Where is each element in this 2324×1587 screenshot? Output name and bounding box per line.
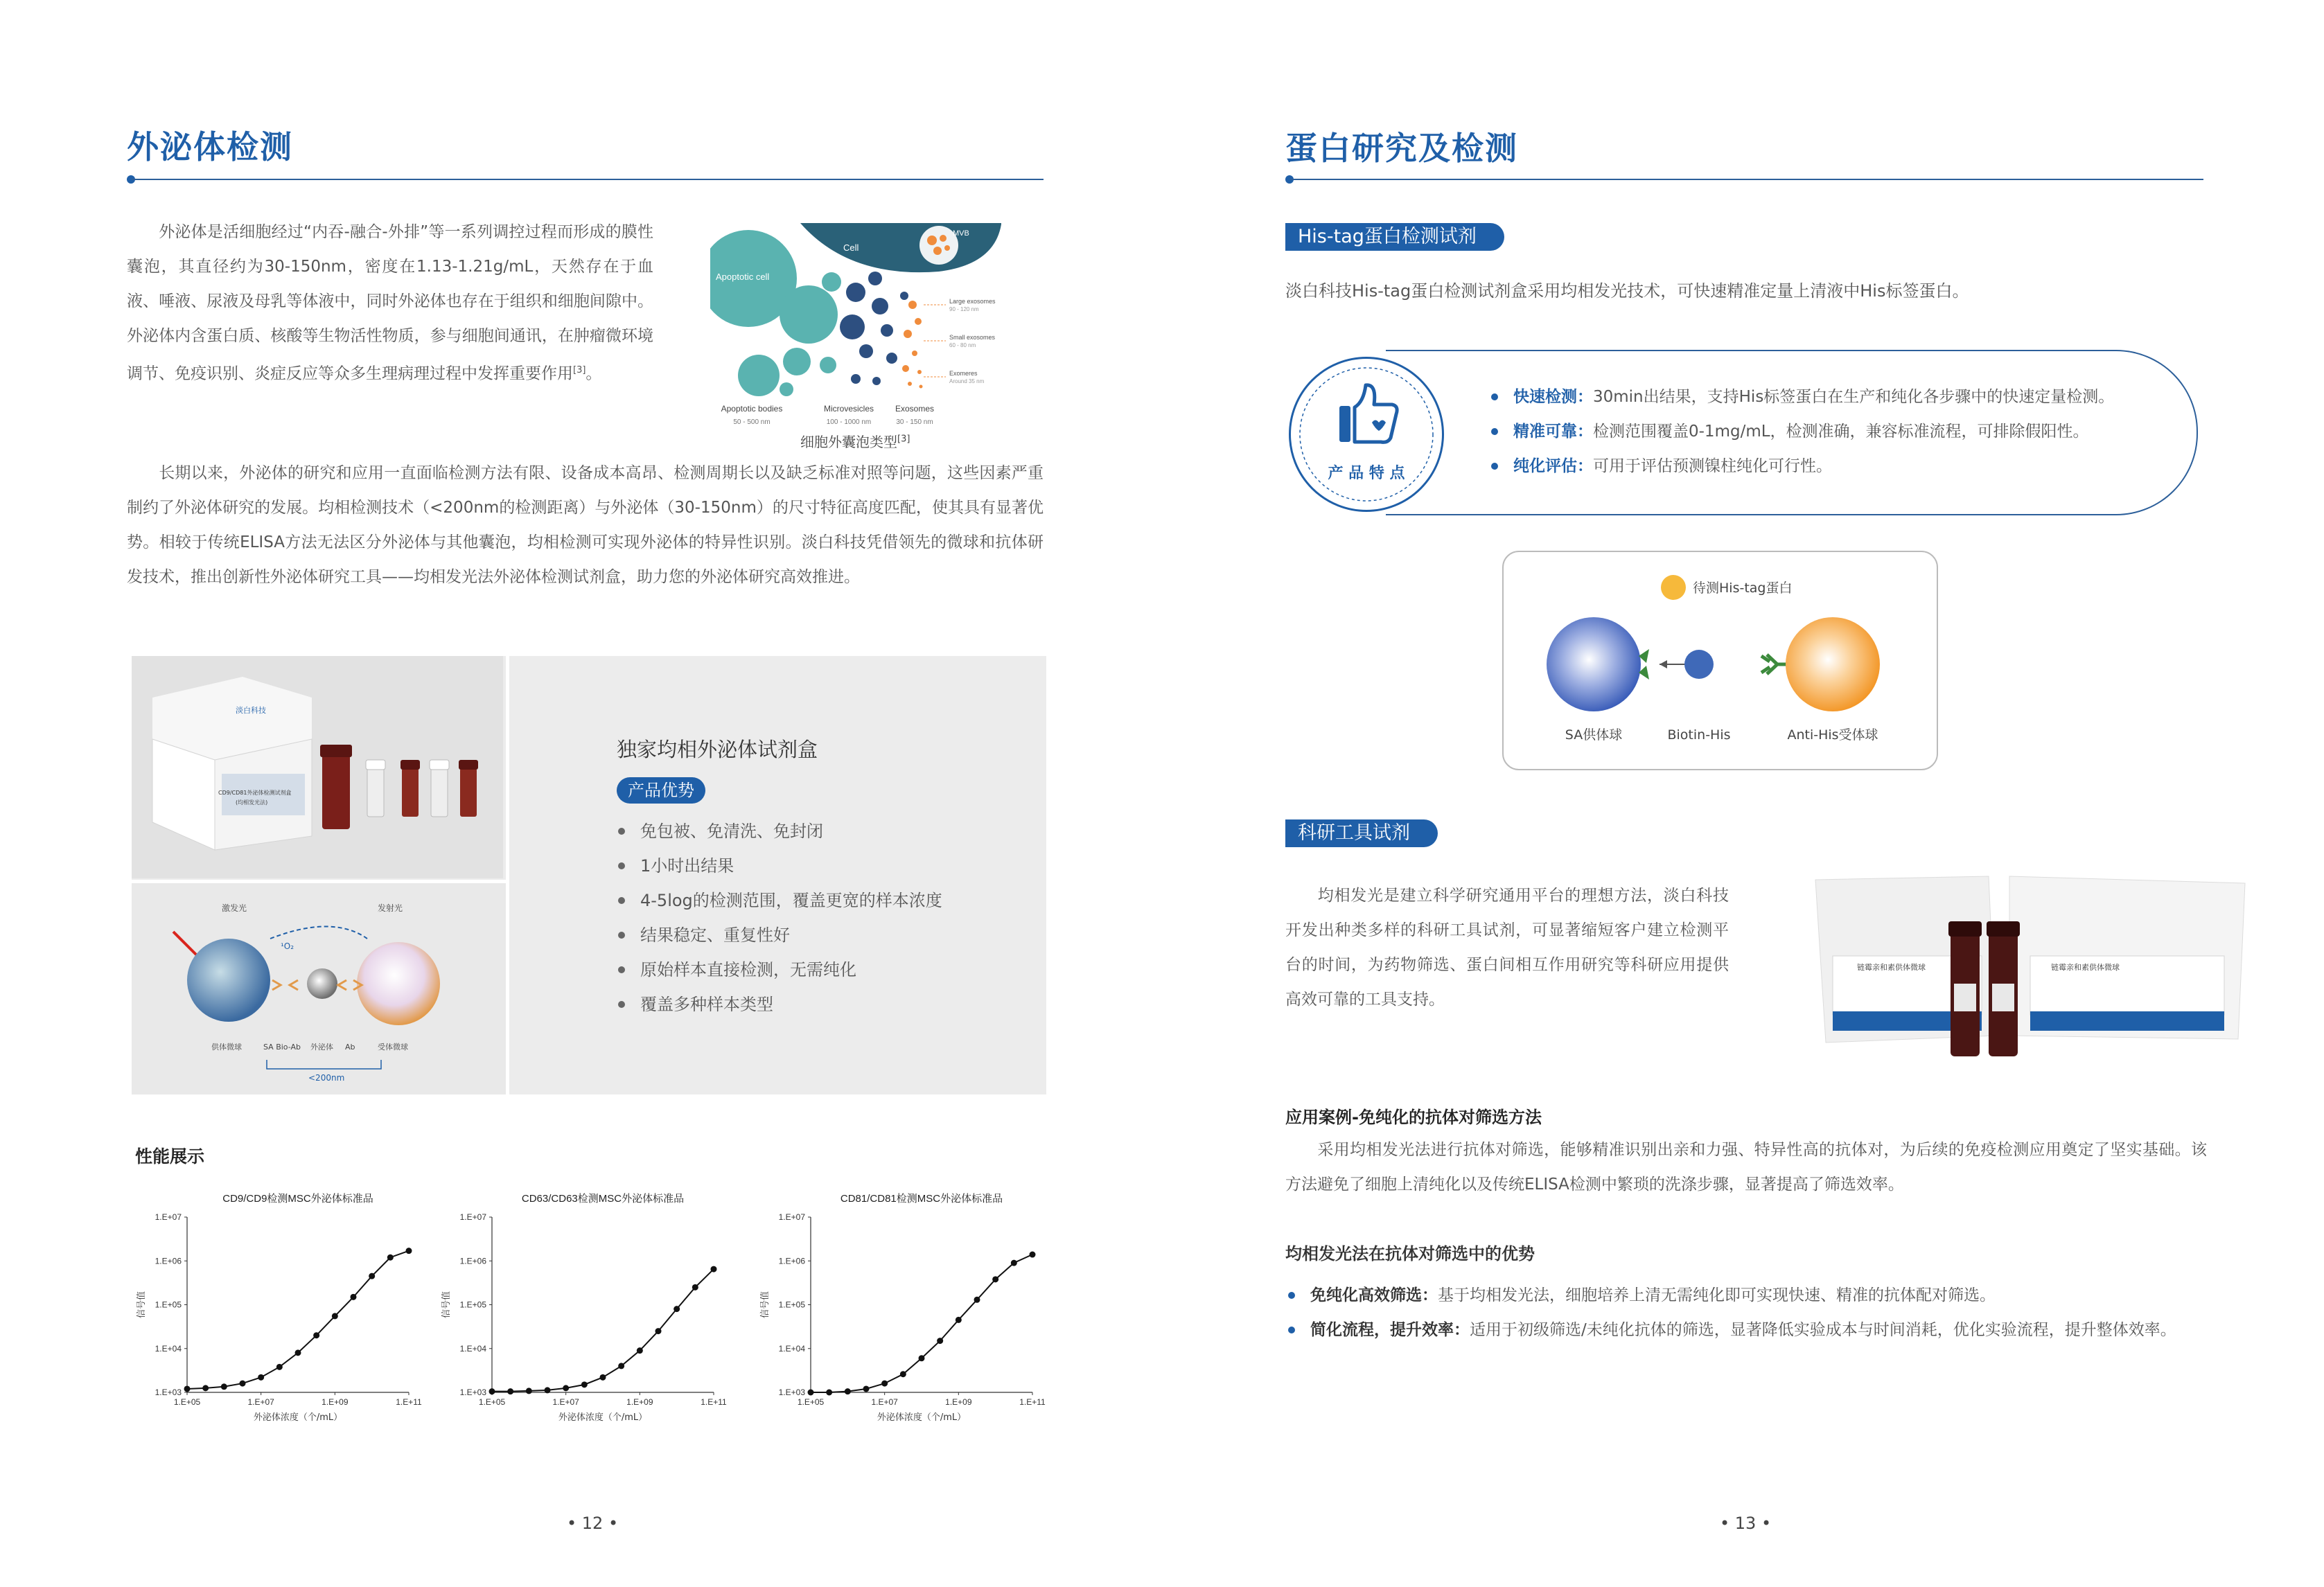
svg-text:Large exosomes: Large exosomes — [949, 298, 996, 305]
data-point — [406, 1248, 412, 1254]
svg-text:50 - 500 nm: 50 - 500 nm — [733, 418, 771, 426]
data-point — [826, 1390, 832, 1396]
y-tick-label: 1.E+06 — [459, 1256, 486, 1266]
series-line — [492, 1269, 714, 1392]
y-tick-label: 1.E+07 — [778, 1212, 805, 1222]
list-item: 免纯化高效筛选：基于均相发光法，细胞培养上清无需纯化即可实现快速、精准的抗体配对筛选。 — [1285, 1278, 2207, 1313]
svg-text:CD9/CD81外泌体检测试剂盒: CD9/CD81外泌体检测试剂盒 — [218, 790, 292, 796]
svg-text:Anti-His受体球: Anti-His受体球 — [1787, 727, 1878, 743]
research-tools-section-pill: 科研工具试剂 — [1285, 819, 1438, 847]
kit-advantage-list — [615, 814, 942, 1022]
y-tick-label: 1.E+03 — [778, 1387, 805, 1397]
data-point — [919, 1355, 925, 1361]
list-item: 免包被、免清洗、免封闭 — [615, 814, 942, 849]
data-point — [489, 1388, 495, 1394]
x-tick-label: 1.E+11 — [1019, 1397, 1046, 1407]
data-point — [351, 1294, 357, 1300]
performance-chart-cd9 — [132, 1185, 443, 1441]
x-tick-label: 1.E+09 — [945, 1397, 972, 1407]
svg-text:90 - 120 nm: 90 - 120 nm — [949, 306, 979, 312]
y-tick-label: 1.E+06 — [155, 1256, 182, 1266]
advantages-title: 均相发光法在抗体对筛选中的优势 — [1285, 1244, 1535, 1264]
his-tag-description: 淡白科技His-tag蛋白检测试剂盒采用均相发光技术，可快速精准定量上清液中His标签蛋白。 — [1285, 281, 1969, 301]
x-tick-label: 1.E+11 — [396, 1397, 422, 1407]
svg-text:30 - 150 nm: 30 - 150 nm — [896, 418, 933, 426]
x-axis-label: 外泌体浓度（个/mL） — [253, 1412, 343, 1423]
performance-title: 性能展示 — [135, 1146, 205, 1167]
data-point — [202, 1385, 209, 1391]
y-axis-label: 信号值 — [760, 1291, 771, 1319]
x-tick-label: 1.E+05 — [797, 1397, 825, 1407]
data-point — [711, 1266, 717, 1273]
second-paragraph: 长期以来，外泌体的研究和应用一直面临检测方法有限、设备成本高昂、检测周期长以及缺乏标准对照等问题，这些因素严重制约了外泌体研究的发展。均相检测技术（<200nm的检测距离）与外泌体（30-150nm）的尺寸特征高度匹配，使其具有显著优势。相较于传统ELISA方法无法区分外泌体与其他囊泡，均相检测可实现外泌体的特异性识别。淡白科技凭借领先的微球和抗体研发技术，推出创新性外泌体研究工具——均相发光法外泌体检测试剂盒，助力您的外泌体研究高效推进。 — [127, 464, 1044, 586]
y-tick-label: 1.E+03 — [459, 1387, 486, 1397]
advantages-list — [1285, 1278, 2207, 1347]
chart-svg — [755, 1185, 1067, 1441]
his-tag-section-pill: His-tag蛋白检测试剂 — [1285, 223, 1504, 251]
svg-text:Small exosomes: Small exosomes — [949, 334, 996, 341]
list-item: 覆盖多种样本类型 — [615, 987, 942, 1022]
data-point — [276, 1364, 283, 1370]
data-point — [992, 1276, 998, 1282]
svg-text:待测His-tag蛋白: 待测His-tag蛋白 — [1693, 580, 1793, 596]
right-page-title: 蛋白研究及检测 — [1285, 130, 1518, 167]
x-tick-label: 1.E+11 — [701, 1397, 727, 1407]
data-point — [956, 1317, 962, 1323]
y-tick-label: 1.E+04 — [459, 1343, 486, 1354]
svg-text:SA供体球: SA供体球 — [1565, 727, 1623, 743]
y-tick-label: 1.E+04 — [778, 1343, 805, 1354]
feature-badge-circle — [1289, 357, 1444, 512]
svg-text:链霉亲和素供体微球: 链霉亲和素供体微球 — [2051, 963, 2120, 972]
data-point — [332, 1313, 338, 1319]
svg-text:Biotin-His: Biotin-His — [1667, 727, 1731, 743]
data-point — [184, 1385, 191, 1392]
svg-text:激发光: 激发光 — [222, 903, 247, 913]
list-item: 精准可靠：检测范围覆盖0-1mg/mL，检测准确，兼容标准流程，可排除假阳性。 — [1488, 414, 2114, 449]
x-tick-label: 1.E+07 — [552, 1397, 579, 1407]
svg-text:Microvesicles: Microvesicles — [823, 404, 874, 414]
y-tick-label: 1.E+05 — [459, 1300, 486, 1310]
svg-text:Apoptotic cell: Apoptotic cell — [716, 272, 770, 282]
data-point — [674, 1306, 680, 1312]
x-tick-label: 1.E+07 — [247, 1397, 274, 1407]
svg-text:SA Bio-Ab: SA Bio-Ab — [263, 1043, 301, 1052]
svg-text:发射光: 发射光 — [378, 903, 403, 913]
svg-text:Cell: Cell — [843, 242, 859, 253]
svg-text:<200nm: <200nm — [308, 1073, 345, 1083]
left-page-title: 外泌体检测 — [127, 128, 293, 166]
data-point — [295, 1349, 301, 1356]
y-tick-label: 1.E+06 — [778, 1256, 805, 1266]
case-description: 采用均相发光法进行抗体对筛选，能够精准识别出亲和力强、特异性高的抗体对，为后续的免疫检测应用奠定了坚实基础。该方法避免了细胞上清纯化以及传统ELISA检测中繁琐的洗涤步骤，显著提高了筛选效率。 — [1285, 1141, 2207, 1194]
x-tick-label: 1.E+05 — [173, 1397, 201, 1407]
data-point — [545, 1387, 551, 1393]
chart-title: CD9/CD9检测MSC外泌体标准品 — [222, 1193, 373, 1205]
svg-text:Exosomes: Exosomes — [895, 404, 935, 414]
svg-text:Apoptotic bodies: Apoptotic bodies — [721, 404, 783, 414]
data-point — [808, 1390, 814, 1396]
feature-list — [1488, 380, 2114, 484]
y-tick-label: 1.E+04 — [155, 1343, 182, 1354]
x-tick-label: 1.E+09 — [626, 1397, 653, 1407]
chart-svg — [437, 1185, 748, 1441]
x-tick-label: 1.E+05 — [478, 1397, 506, 1407]
title-rule — [132, 179, 1044, 180]
data-point — [863, 1385, 870, 1392]
research-tools-photo — [1802, 866, 2252, 1088]
performance-chart-cd81 — [755, 1185, 1067, 1441]
kit-photo — [132, 656, 503, 878]
svg-text:100 - 1000 nm: 100 - 1000 nm — [826, 418, 872, 426]
svg-text:Exomeres: Exomeres — [949, 370, 978, 377]
svg-text:MVB: MVB — [953, 229, 969, 238]
x-axis-label: 外泌体浓度（个/mL） — [558, 1412, 648, 1423]
feature-badge-label: 产 品 特 点 — [1328, 465, 1405, 482]
svg-text:外泌体: 外泌体 — [310, 1043, 333, 1052]
data-point — [974, 1297, 980, 1303]
his-tag-diagram — [1502, 551, 1938, 770]
y-tick-label: 1.E+05 — [778, 1300, 805, 1310]
list-item: 简化流程，提升效率：适用于初级筛选/未纯化抗体的筛选，显著降低实验成本与时间消耗，优化实验流程，提升整体效率。 — [1285, 1313, 2207, 1347]
svg-text:(均相发光法): (均相发光法) — [236, 799, 268, 806]
data-point — [369, 1273, 375, 1279]
product-advantage-badge: 产品优势 — [617, 777, 705, 804]
chart-title: CD63/CD63检测MSC外泌体标准品 — [521, 1193, 685, 1205]
x-axis-label: 外泌体浓度（个/mL） — [877, 1412, 967, 1423]
data-point — [387, 1254, 394, 1261]
list-item: 纯化评估：可用于评估预测镍柱纯化可行性。 — [1488, 449, 2114, 484]
chart-title: CD81/CD81检测MSC外泌体标准品 — [840, 1193, 1003, 1205]
kit-divider-v — [506, 656, 509, 1094]
svg-text:供体微球: 供体微球 — [211, 1043, 242, 1052]
y-axis-label: 信号值 — [137, 1291, 147, 1319]
data-point — [900, 1371, 906, 1377]
list-item: 快速检测：30min出结果，支持His标签蛋白在生产和纯化各步骤中的快速定量检测。 — [1488, 380, 2114, 414]
y-axis-label: 信号值 — [441, 1291, 452, 1319]
data-point — [637, 1347, 643, 1354]
series-line — [811, 1254, 1032, 1392]
title-rule — [1290, 179, 2203, 180]
kit-panel-heading: 独家均相外泌体试剂盒 — [617, 738, 818, 761]
y-tick-label: 1.E+07 — [155, 1212, 182, 1222]
svg-text:Around 35 nm: Around 35 nm — [949, 378, 985, 384]
data-point — [655, 1328, 662, 1334]
data-point — [221, 1383, 227, 1390]
data-point — [1030, 1252, 1036, 1258]
thumbs-up-icon — [1291, 359, 1442, 510]
data-point — [240, 1381, 246, 1387]
data-point — [563, 1385, 569, 1391]
data-point — [526, 1387, 532, 1394]
case-title: 应用案例-免纯化的抗体对筛选方法 — [1285, 1108, 1542, 1127]
intro-paragraph: 外泌体是活细胞经过“内吞-融合-外排”等一系列调控过程而形成的膜性囊泡，其直径约为30-150nm，密度在1.13-1.21g/mL，天然存在于血液、唾液、尿液及母乳等体液中，同时外泌体也存在于组织和细胞间隙中。外泌体内含蛋白质、核酸等生物活性物质，参与细胞间通讯，在肿瘤微环境调节、免疫识别、炎症反应等众多生理病理过程中发挥重要作用[3]。 — [127, 223, 653, 383]
list-item: 结果稳定、重复性好 — [615, 918, 942, 952]
svg-text:链霉亲和素供体微球: 链霉亲和素供体微球 — [1857, 963, 1926, 972]
x-tick-label: 1.E+09 — [322, 1397, 349, 1407]
page-number-right: • 13 • — [1720, 1514, 1772, 1533]
research-tools-description: 均相发光是建立科学研究通用平台的理想方法，淡白科技开发出种类多样的科研工具试剂，可显著缩短客户建立检测平台的时间，为药物筛选、蛋白间相互作用研究等科研应用提供高效可靠的工具支持。 — [1285, 887, 1729, 1009]
y-tick-label: 1.E+03 — [155, 1387, 182, 1397]
series-line — [187, 1251, 409, 1389]
vesicle-types-figure — [710, 223, 1001, 452]
data-point — [581, 1381, 588, 1387]
svg-text:受体微球: 受体微球 — [378, 1043, 408, 1052]
svg-text:Ab: Ab — [345, 1043, 355, 1052]
list-item: 1小时出结果 — [615, 849, 942, 883]
kit-principle-diagram — [132, 883, 506, 1094]
data-point — [507, 1388, 513, 1394]
svg-text:淡白科技: 淡白科技 — [236, 706, 266, 715]
x-tick-label: 1.E+07 — [871, 1397, 898, 1407]
data-point — [881, 1381, 888, 1387]
list-item: 原始样本直接检测，无需纯化 — [615, 952, 942, 987]
y-tick-label: 1.E+05 — [155, 1300, 182, 1310]
data-point — [937, 1338, 943, 1344]
svg-text:¹O₂: ¹O₂ — [281, 941, 294, 951]
data-point — [845, 1388, 851, 1394]
chart-svg — [132, 1185, 443, 1441]
data-point — [600, 1374, 606, 1381]
data-point — [258, 1374, 264, 1381]
data-point — [1011, 1260, 1017, 1266]
vesicle-figure-caption: 细胞外囊泡类型[3] — [800, 434, 910, 450]
svg-text:60 - 80 nm: 60 - 80 nm — [949, 342, 976, 348]
data-point — [692, 1284, 698, 1291]
performance-chart-cd63 — [437, 1185, 748, 1441]
data-point — [313, 1332, 319, 1338]
y-tick-label: 1.E+07 — [459, 1212, 486, 1222]
page-number-left: • 12 • — [567, 1514, 619, 1533]
list-item: 4-5log的检测范围，覆盖更宽的样本浓度 — [615, 883, 942, 918]
data-point — [618, 1363, 624, 1369]
